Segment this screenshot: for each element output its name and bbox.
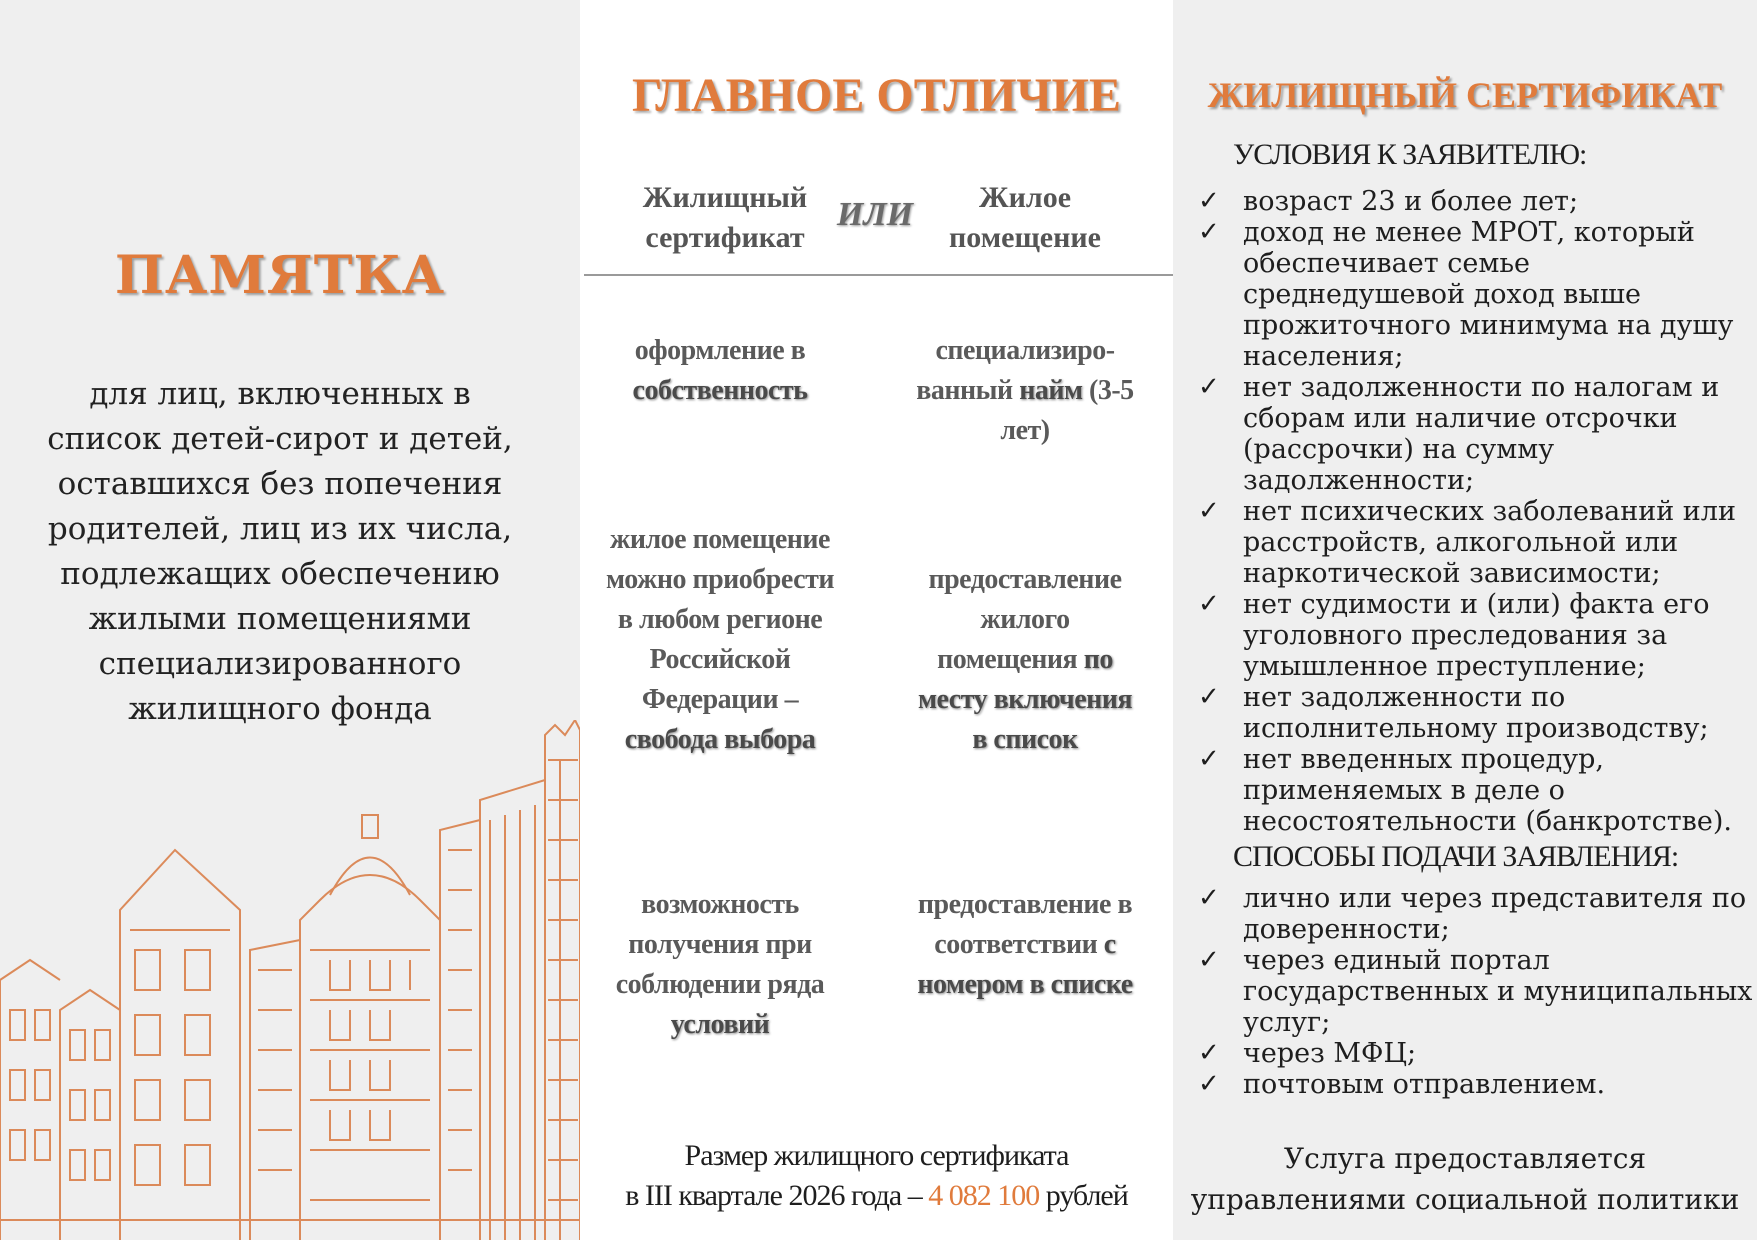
conditions-heading: УСЛОВИЯ К ЗАЯВИТЕЛЮ: xyxy=(1233,138,1587,171)
list-item-text: нет судимости и (или) факта его уголовного преследования за умышленное преступление; xyxy=(1243,589,1710,682)
certificate-size-note xyxy=(580,1136,1173,1216)
list-item-text: через МФЦ; xyxy=(1243,1038,1417,1069)
list-item xyxy=(1198,372,1753,496)
row1-premises-cell xyxy=(915,331,1135,451)
submission-heading: СПОСОБЫ ПОДАЧИ ЗАЯВЛЕНИЯ: xyxy=(1233,840,1679,873)
check-icon: ✓ xyxy=(1198,883,1220,913)
size-note-suffix: рублей xyxy=(1039,1179,1128,1212)
row1-premises-highlight: найм xyxy=(1019,375,1083,406)
size-note-line1: Размер жилищного сертификата xyxy=(684,1139,1069,1172)
list-item xyxy=(1198,496,1753,589)
check-icon: ✓ xyxy=(1198,372,1220,402)
list-item-text: возраст 23 и более лет; xyxy=(1243,186,1579,217)
row1-certificate-highlight: собственность xyxy=(632,375,808,406)
list-item-text: через единый портал государственных и муниципальных услуг; xyxy=(1243,945,1753,1038)
list-item xyxy=(1198,186,1753,217)
header-housing-certificate: Жилищный сертификат xyxy=(642,181,808,254)
list-item-text: нет задолженности по налогам и сборам или наличие отсрочки (рассрочки) на сумму задолженности; xyxy=(1243,372,1720,496)
list-item xyxy=(1198,1038,1753,1069)
middle-panel xyxy=(580,0,1173,1240)
list-item xyxy=(1198,217,1753,372)
check-icon: ✓ xyxy=(1198,589,1220,619)
main-difference-title: ГЛАВНОЕ ОТЛИЧИЕ xyxy=(631,69,1122,122)
row2-premises-text: предоставление жилого помещения xyxy=(928,564,1122,675)
row1-certificate-text: оформление в xyxy=(634,335,806,366)
row3-premises-cell xyxy=(915,885,1135,1005)
header-divider xyxy=(584,274,1174,276)
list-item-text: нет психических заболеваний или расстройств, алкогольной или наркотической зависимости; xyxy=(1243,496,1736,589)
list-item-text: почтовым отправлением. xyxy=(1243,1069,1606,1100)
check-icon: ✓ xyxy=(1198,682,1220,712)
row2-certificate-text: жилое помещение можно приобрести в любом регионе Российской Федерации – xyxy=(606,524,834,715)
list-item xyxy=(1198,1069,1753,1100)
list-item xyxy=(1198,682,1753,744)
list-item xyxy=(1198,883,1753,945)
list-item xyxy=(1198,744,1753,837)
row3-premises-text: предоставление в соответствии xyxy=(917,889,1133,960)
row3-premises-highlight: с номером в списке xyxy=(917,929,1133,1000)
list-item-text: доход не менее МРОТ, который обеспечивает семье среднедушевой доход выше прожиточного минимума на душу населения; xyxy=(1243,217,1734,372)
row1-premises-term: (3-5 лет) xyxy=(1000,375,1134,446)
row2-premises-highlight: по месту включения в список xyxy=(917,644,1133,755)
submission-list xyxy=(1198,883,1753,1100)
check-icon: ✓ xyxy=(1198,186,1220,216)
buildings-illustration xyxy=(0,720,580,1240)
row2-certificate-highlight: свобода выбора xyxy=(624,724,816,755)
right-panel xyxy=(1173,0,1757,1240)
check-icon: ✓ xyxy=(1198,744,1220,774)
header-living-premises: Жилое помещение xyxy=(949,181,1101,254)
memo-title: ПАМЯТКА xyxy=(114,245,446,306)
conditions-list xyxy=(1198,186,1753,837)
size-note-prefix: в III квартале 2026 года – xyxy=(625,1179,929,1212)
left-panel xyxy=(0,0,580,1240)
row3-certificate-cell xyxy=(600,885,840,1045)
memo-description: для лиц, включенных в список детей-сирот и детей, оставшихся без попечения родителей, лиц из их числа, подлежащих обеспечению жилыми помещениями специализированного жилищного фонда xyxy=(47,376,513,727)
check-icon: ✓ xyxy=(1198,217,1220,247)
row2-premises-cell xyxy=(915,560,1135,760)
list-item xyxy=(1198,589,1753,682)
housing-certificate-title: ЖИЛИЩНЫЙ СЕРТИФИКАТ xyxy=(1207,75,1723,115)
check-icon: ✓ xyxy=(1198,1038,1220,1068)
row2-certificate-cell xyxy=(600,520,840,760)
size-note-amount: 4 082 100 xyxy=(928,1179,1040,1212)
row1-certificate-cell xyxy=(600,331,840,411)
service-note: Услуга предоставляется управлениями социальной политики xyxy=(1190,1142,1740,1216)
check-icon: ✓ xyxy=(1198,945,1220,975)
list-item xyxy=(1198,945,1753,1038)
list-item-text: нет введенных процедур, применяемых в деле о несостоятельности (банкротстве). xyxy=(1243,744,1732,837)
check-icon: ✓ xyxy=(1198,496,1220,526)
list-item-text: лично или через представителя по доверенности; xyxy=(1243,883,1747,945)
row3-certificate-highlight: условий xyxy=(670,1009,770,1040)
size-note-line2 xyxy=(580,1176,1173,1216)
header-or: ИЛИ xyxy=(836,196,914,233)
row1-premises-text: специализиро-ванный xyxy=(916,335,1115,406)
list-item-text: нет задолженности по исполнительному производству; xyxy=(1243,682,1709,744)
check-icon: ✓ xyxy=(1198,1069,1220,1099)
row3-certificate-text: возможность получения при соблюдении ряда xyxy=(615,889,825,1000)
